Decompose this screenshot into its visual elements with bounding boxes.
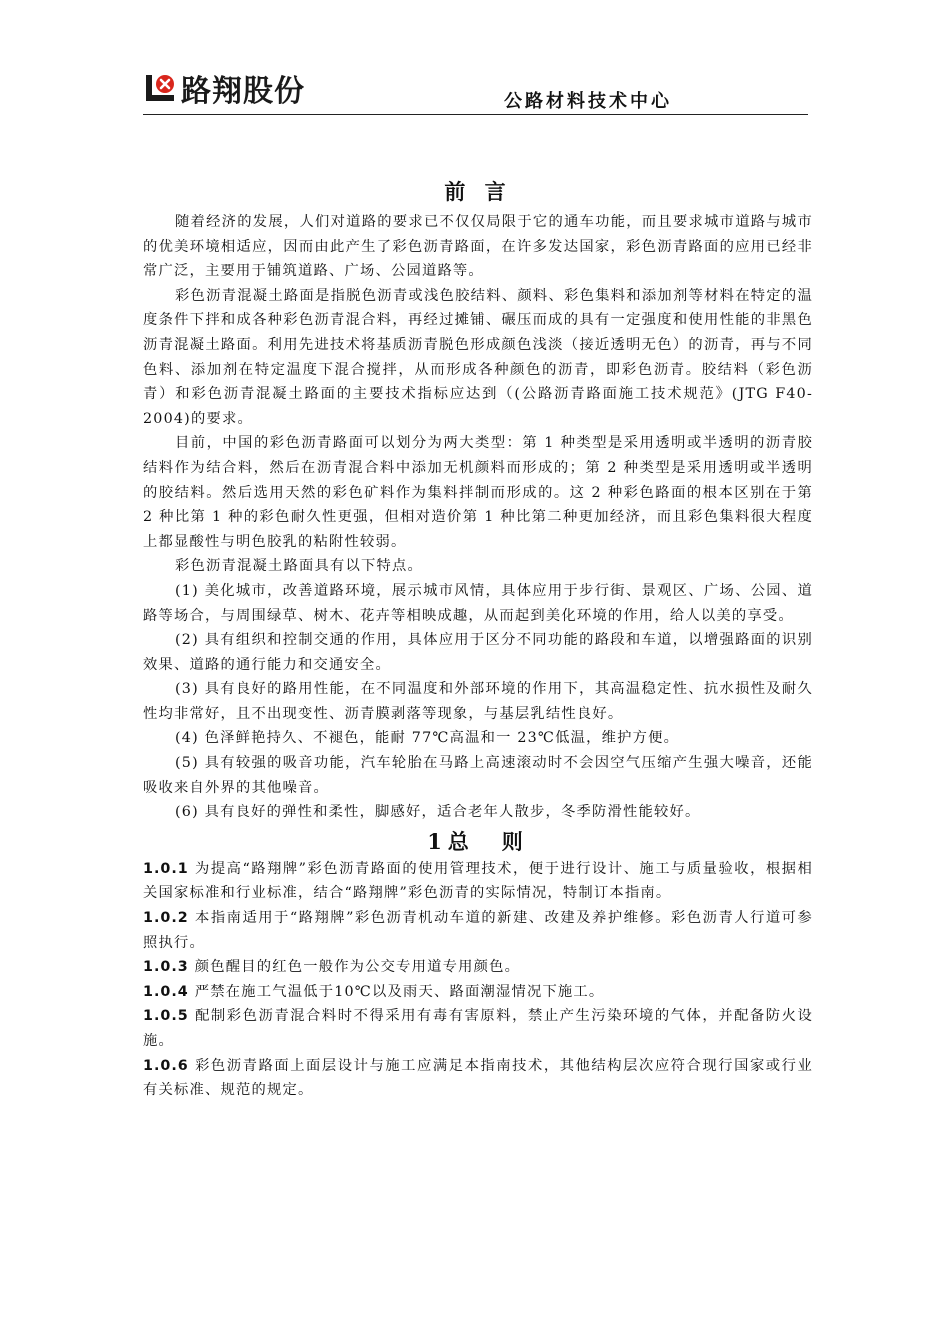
clause-number: 1.0.4	[143, 983, 189, 1000]
preface-paragraph: 随着经济的发展，人们对道路的要求已不仅仅局限于它的通车功能，而且要求城市道路与城市的优美环境相适应，因而由此产生了彩色沥青路面，在许多发达国家，彩色沥青路面的应用已经非常广泛，主要用于铺筑道路、广场、公园道路等。	[143, 214, 813, 280]
preface-paragraph: 目前，中国的彩色沥青路面可以划分为两大类型：第 1 种类型是采用透明或半透明的沥青胶结料作为结合料，然后在沥青混合料中添加无机颜料而形成的；第 2 种类型是采用透明或半透明的胶结料。然后选用天然的彩色矿料作为集料拌制而形成的。这 2 种彩色路面的根本区别在于第 2 种比第 1 种的彩色耐久性更强，但相对造价第 1 种比第二种更加经济，而且彩色集料很大程度上都显酸性与明色胶乳的粘附性较弱。	[143, 435, 813, 550]
section-title-general: 1总 则	[427, 828, 529, 854]
clause-number: 1.0.1	[143, 860, 189, 877]
clause-text: 颜色醒目的红色一般作为公交专用道专用颜色。	[194, 959, 521, 976]
clause-number: 1.0.5	[143, 1008, 189, 1025]
feature-item: (4) 色泽鲜艳持久、不褪色，能耐 77℃高温和一 23℃低温，维护方便。	[175, 730, 680, 747]
clause-number: 1.0.3	[143, 959, 189, 976]
clause-text: 为提高“路翔牌”彩色沥青路面的使用管理技术，便于进行设计、施工与质量验收，根据相关国家标准和行业标准，结合“路翔牌”彩色沥青的实际情况，特制订本指南。	[143, 860, 813, 902]
clause-item	[143, 1054, 813, 1103]
clause-item	[143, 857, 813, 906]
feature-item: (3) 具有良好的路用性能，在不同温度和外部环境的作用下，其高温稳定性、抗水损性及耐久性均非常好，且不出现变性、沥青膜剥落等现象，与基层乳结性良好。	[143, 681, 813, 722]
feature-item: (6) 具有良好的弹性和柔性，脚感好，适合老年人散步，冬季防滑性能较好。	[175, 804, 701, 821]
clause-text: 配制彩色沥青混合料时不得采用有毒有害原料，禁止产生污染环境的气体，并配备防火设施。	[143, 1008, 813, 1049]
clause-text: 严禁在施工气温低于10℃以及雨天、路面潮湿情况下施工。	[194, 983, 605, 1000]
document-body	[143, 178, 813, 1103]
page-header	[143, 60, 808, 115]
feature-item: (2) 具有组织和控制交通的作用，具体应用于区分不同功能的路段和车道，以增强路面的识别效果、道路的通行能力和交通安全。	[143, 632, 813, 673]
clause-item	[143, 980, 813, 1005]
clause-text: 彩色沥青路面上面层设计与施工应满足本指南技术，其他结构层次应符合现行国家或行业有关标准、规范的规定。	[143, 1057, 813, 1099]
clause-text: 本指南适用于“路翔牌”彩色沥青机动车道的新建、改建及养护维修。彩色沥青人行道可参照执行。	[143, 910, 813, 951]
preface-paragraph: 彩色沥青混凝土路面具有以下特点。	[175, 558, 423, 575]
preface-title: 前 言	[444, 179, 512, 204]
company-logo	[143, 68, 305, 108]
clause-number: 1.0.2	[143, 910, 189, 927]
logo-text: 路翔股份	[181, 74, 305, 109]
logo-mark-icon	[143, 71, 177, 105]
feature-item: (1) 美化城市，改善道路环境，展示城市风情，具体应用于步行街、景观区、广场、公园、道路等场合，与周围绿草、树木、花卉等相映成趣，从而起到美化环境的作用，给人以美的享受。	[143, 582, 813, 624]
clause-item	[143, 1004, 813, 1053]
clause-number: 1.0.6	[143, 1057, 189, 1074]
clause-item	[143, 906, 813, 955]
center-name: 公路材料技术中心	[504, 91, 672, 112]
feature-item: (5) 具有较强的吸音功能，汽车轮胎在马路上高速滚动时不会因空气压缩产生强大噪音，还能吸收来自外界的其他噪音。	[143, 755, 813, 796]
clause-item	[143, 955, 813, 980]
preface-paragraph: 彩色沥青混凝土路面是指脱色沥青或浅色胶结料、颜料、彩色集料和添加剂等材料在特定的温度条件下拌和成各种彩色沥青混合料，再经过摊铺、碾压而成的具有一定强度和使用性能的非黑色沥青混凝土路面。利用先进技术将基质沥青脱色形成颜色浅淡（接近透明无色）的沥青，再与不同色料、添加剂在特定温度下混合搅拌，从而形成各种颜色的沥青，即彩色沥青。胶结料（彩色沥青）和彩色沥青混凝土路面的主要技术指标应达到（(公路沥青路面施工技术规范》(JTG F40-2004)的要求。	[143, 287, 813, 427]
